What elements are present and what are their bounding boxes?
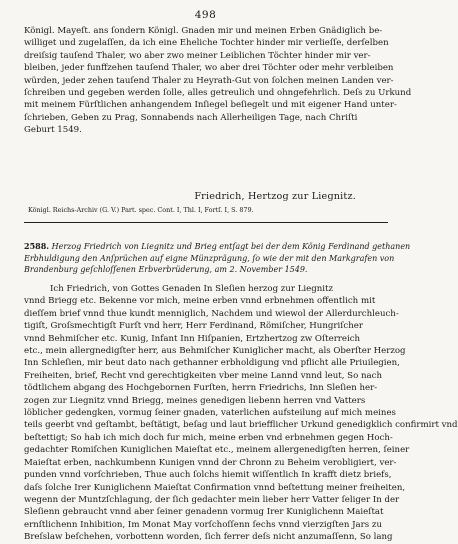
text-line: ernſtlichenn Inhibition, Im Monat May vorſchoſſenn ſechs vnnd vierzigſten Jars zu: [24, 519, 382, 530]
text-line: Geburt 1549.: [24, 125, 82, 136]
text-line: beſtettigt; So hab ich mich doch fur mich, meine erben vnd erbnehmen gegen Hoch-: [24, 432, 393, 443]
heading-line: Brandenburg geſchloſſenen Erbverbrüderung, am 2. November 1549.: [24, 265, 308, 275]
text-line: löblicher gedengken, vormug ſeiner gnaden, vaterlichen aufsteilung auf mich meines: [24, 408, 396, 419]
text-line: Ich Friedrich, von Gottes Genaden In Sleſien herzog zur Liegnitz: [50, 284, 334, 294]
text-line: etc., mein allergnedigſter herr, aus Behmiſcher Kuniglicher macht, als Oberſter Herzog: [24, 346, 406, 357]
text-line: teils geerbt vnd geſtambt, beſtätigt, beſag und laut briefflicher Urkund genedigklich confirmirt vnd: [24, 420, 458, 431]
text-line: daſs ſolche Irer Kuniglichenn Maieſtat Confirmation vnnd beſtettung meiner freiheiten,: [24, 482, 406, 493]
text-line: vnnd Behmiſcher etc. Kunig, Infant Inn Hiſpanien, Ertzhertzog zw Oſterreich: [24, 333, 361, 344]
text-line: mit meinem Fürſtlichen anhangendem Inſiegel beſiegelt und mit eigener Hand unter-: [24, 100, 397, 111]
text-line: Königl. Mayeſt. ans ſondern Königl. Gnaden mir und meinen Erben Gnädiglich be-: [24, 26, 383, 36]
text-line: Breſslaw beſchehen, vorbottenn worden, ſich ferrer deſs nicht anzumaſſenn, So lang: [24, 532, 393, 543]
text-line: vnnd Briegg etc. Bekenne vor mich, meine erben vnnd erbnehmen offentlich mit: [24, 296, 376, 307]
heading-line: [24, 241, 411, 253]
page-number: 498: [194, 9, 217, 21]
text-line: Maieſtat erben, nachkumbenn Kunigen vnnd der Chronn zu Beheim verobligiert, ver-: [24, 457, 397, 468]
divider: [24, 222, 388, 223]
text-line: williget und zugelaſſen, da ich eine Eheliche Tochter hinder mir verlieſſe, derſelben: [24, 38, 389, 49]
text-line: punden vnnd vorſchrieben, Thue auch ſolchs hiemit wiſſentlich In krafft dietz briefs,: [24, 470, 392, 481]
text-line: tödtlichem abgang des Hochgebornen Furſten, herrn Friedrichs, Inn Sleſien her-: [24, 383, 378, 394]
continued-text-block: [24, 25, 412, 137]
text-line: würden, jeder zehen tauſend Thaler zu Heyrath-Gut von ſolchen meinen Landen ver-: [24, 75, 394, 86]
heading-text: Herzog Friedrich von Liegnitz und Brieg entſagt bei der dem König Ferdinand gethanen: [51, 242, 411, 251]
heading-line: Erbhuldigung den Anſprüchen auf eigne Münzprägung, ſo wie der mit den Markgrafen von: [24, 253, 395, 263]
text-line: Sleſienn gebraucht vnnd aber ſeiner genadenn vormug Irer Kuniglichenn Maieſtat: [24, 507, 384, 518]
document-body: [24, 283, 458, 544]
text-line: zogen zur Liegnitz vnnd Briegg, meines genedigen liebenn herren vnd Vatters: [24, 395, 366, 406]
text-line: wegenn der Muntzſchlagung, der ſich gedachter mein lieber herr Vatter ſeliger In der: [24, 494, 400, 505]
signature: Friedrich, Hertzog zur Liegnitz.: [194, 191, 356, 202]
text-line: tigiſt, Groſsmechtigſt Furſt vnd herr, Herr Ferdinand, Römiſcher, Hungriſcher: [24, 321, 363, 332]
text-line: dreiſsig tauſend Thaler, wo aber zwo meiner Leiblichen Töchter hinder mir ver-: [24, 50, 371, 61]
source-note: Königl. Reichs-Archiv (G. V.) Part. spec. Cont. I, Thl. I, Fortſ. I, S. 879.: [28, 206, 254, 214]
text-line: Freiheiten, brief, Recht vnd gerechtigkeiten vber meine Lannd vnnd leut, So nach: [24, 370, 382, 381]
text-line: gedachter Romiſchen Kuniglichen Maieſtat etc., meinem allergenedigſten herren, ſeiner: [24, 445, 410, 456]
document-number: 2588.: [24, 241, 50, 251]
text-line: ſchreiben und gegeben werden ſolle, alles getreulich und ohngefehrlich. Deſs zu Urkund: [24, 88, 412, 99]
text-line: bleiben, jeder funffzehen tauſend Thaler, wo aber drei Töchter oder mehr verbleiben: [24, 63, 394, 74]
text-line: Inn Schleſien, mir beut dato nach gethanner erbholdigung vnd pflicht alle Priuilegien,: [24, 358, 400, 369]
text-line: ſchrieben, Geben zu Prag, Sonnabends nach Allerheiligen Tage, nach Chriſti: [24, 112, 358, 123]
text-line: dieſſem brief vnnd thue kundt menniglich, Nachdem und wiewol der Allerdurchleuch-: [24, 308, 399, 319]
document-heading: [24, 241, 411, 276]
